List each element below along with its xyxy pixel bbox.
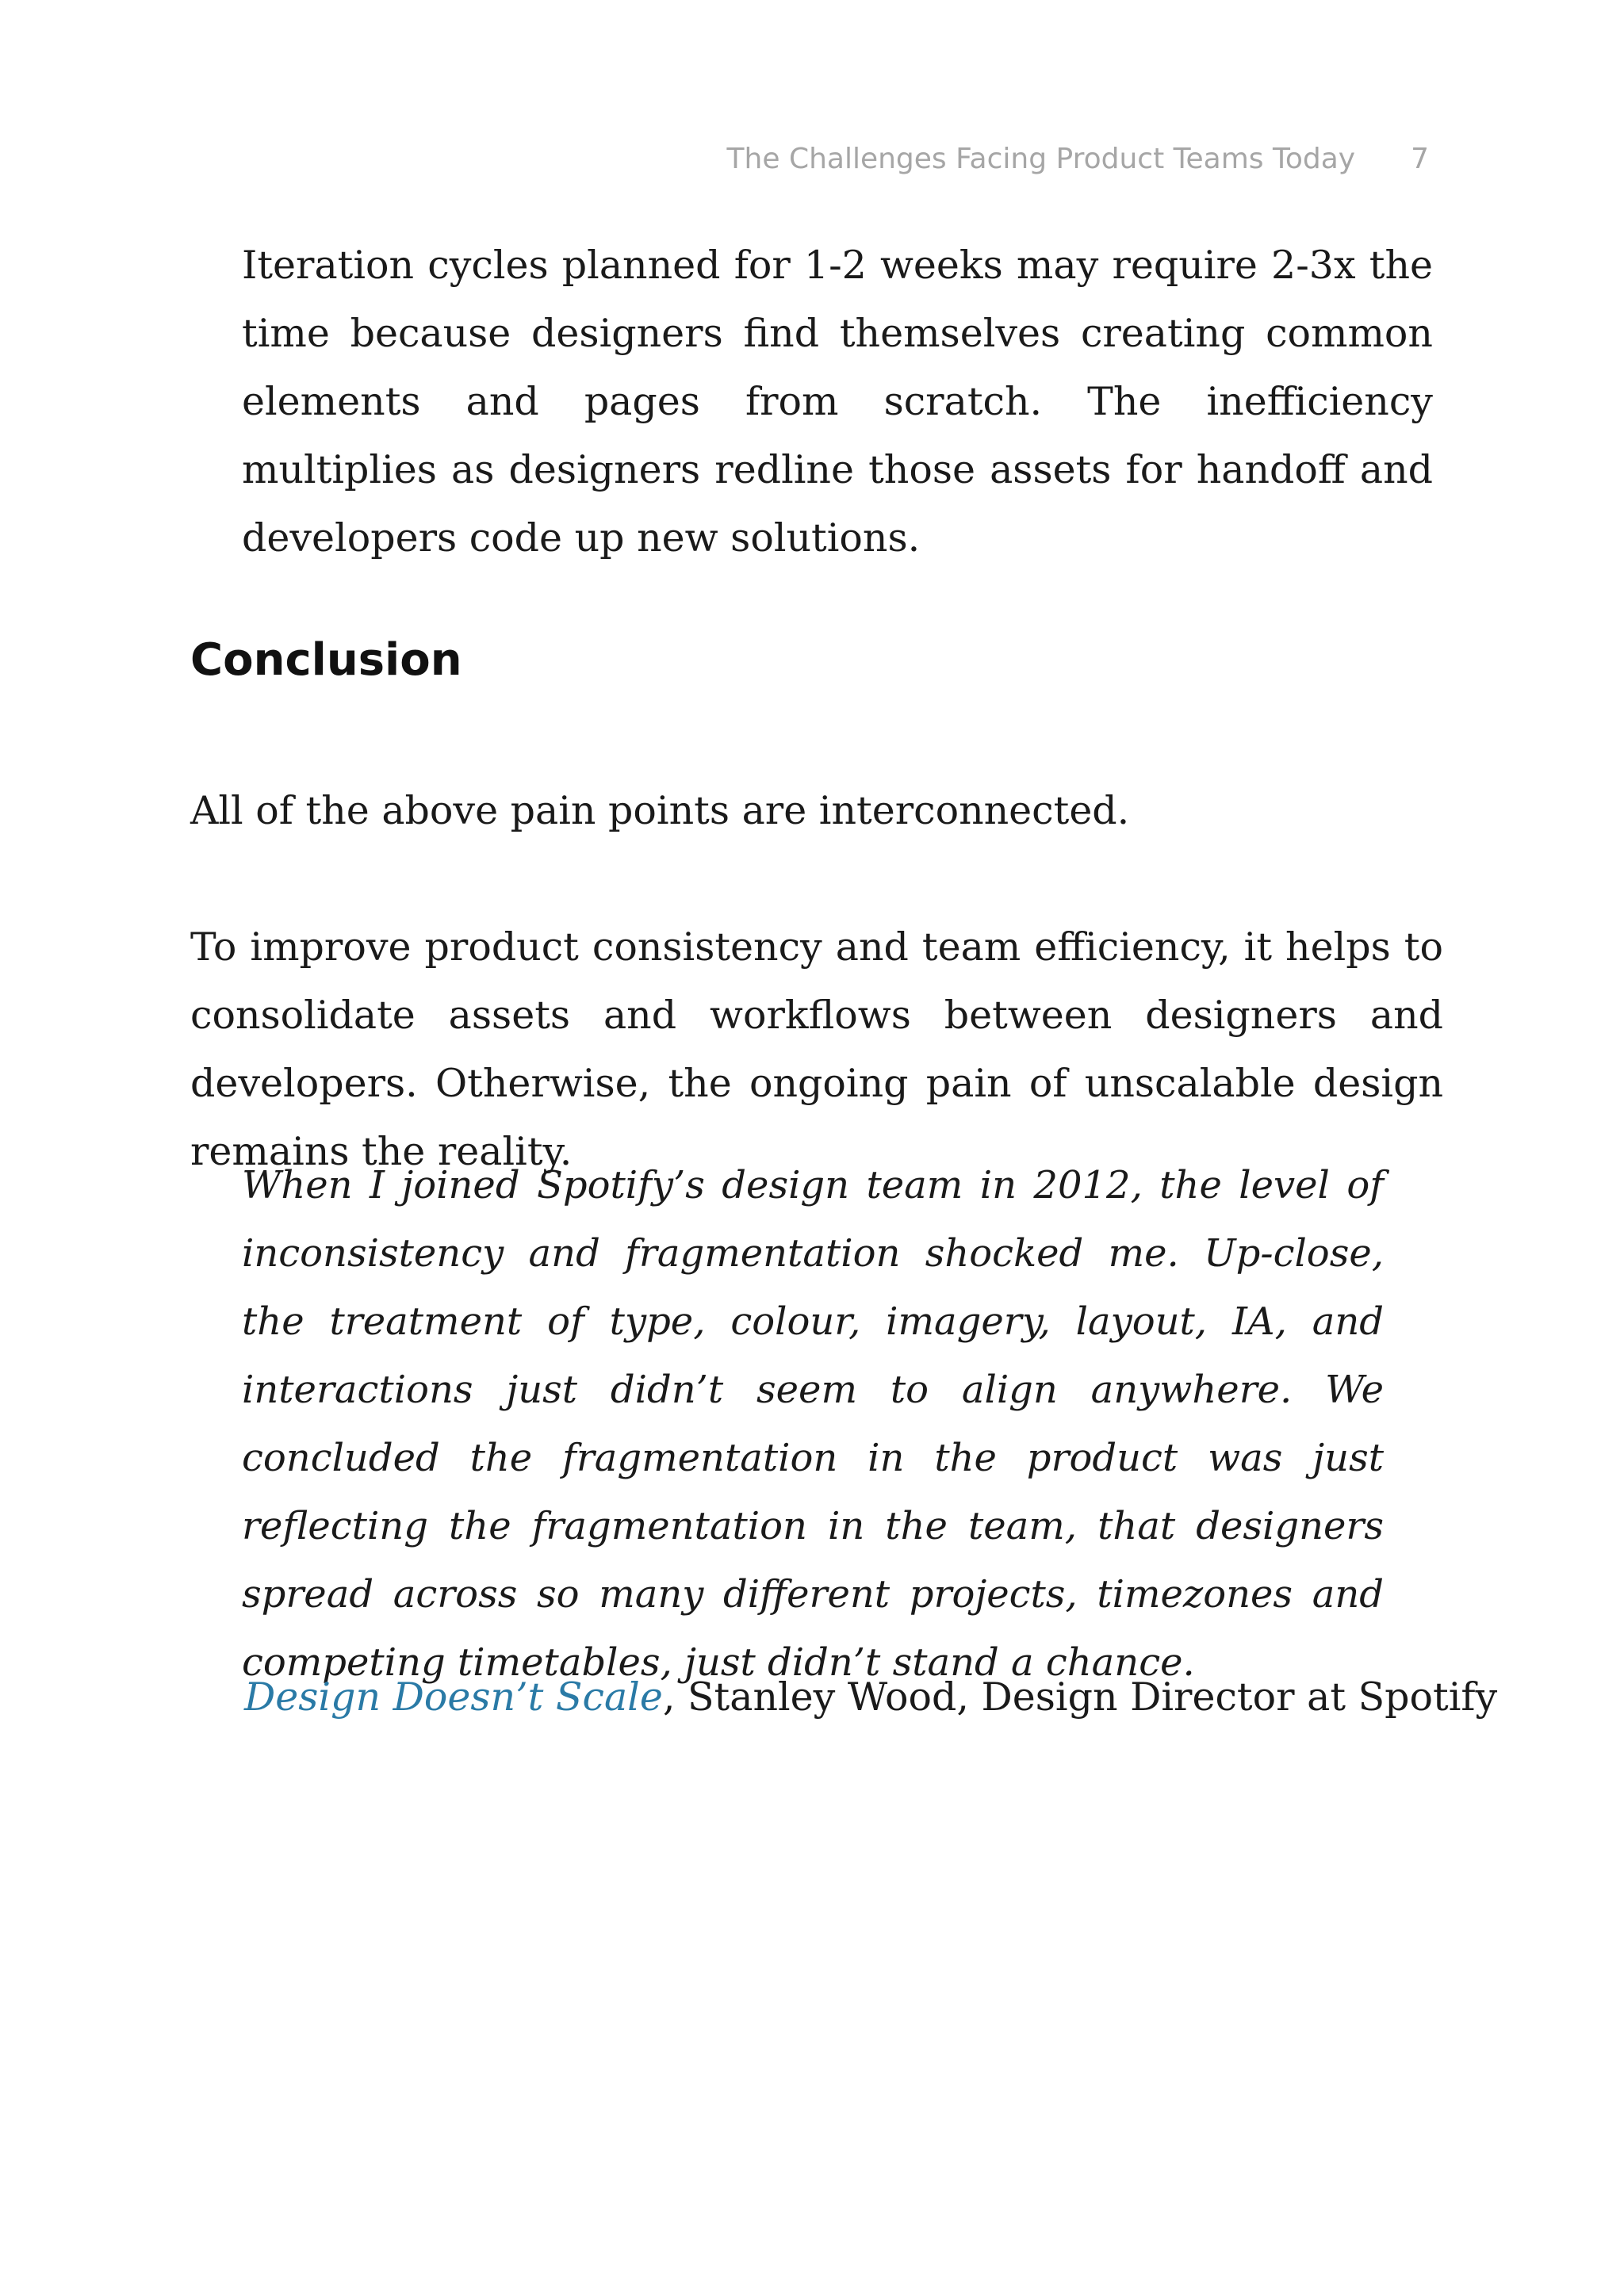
paragraph-iteration-cycles: Iteration cycles planned for 1-2 weeks may require 2-3x the time because designers find themselves creating common elements and pages from scratch. The inefficiency multiplies as designers redline those assets for handoff and developers code up new solutions. <box>242 243 1433 561</box>
quote-attribution <box>244 1663 1497 1732</box>
page-number: 7 <box>1411 143 1429 175</box>
block-quote-spotify <box>242 1151 1384 1697</box>
section-heading-conclusion: Conclusion <box>190 634 462 686</box>
running-header <box>727 143 1429 175</box>
running-header-title: The Challenges Facing Product Teams Today <box>726 143 1356 175</box>
attribution-author: , Stanley Wood, Design Director at Spotify <box>662 1674 1498 1720</box>
paragraph-interconnected: All of the above pain points are interconnected. <box>190 788 1130 833</box>
source-link-design-doesnt-scale[interactable]: Design Doesn’t Scale <box>244 1674 663 1720</box>
quote-text: When I joined Spotify’s design team in 2012, the level of inconsistency and fragmentation shocked me. Up-close, the treatment of type, colour, imagery, layout, IA, and interactions just didn’t seem to align anywhere. We concluded the fragmentation in the product was just reflecting the fragmentation in the team, that designers spread across so many different projects, timezones and competing timetables, just didn’t stand a chance. <box>242 1163 1384 1685</box>
paragraph-improve-consistency: To improve product consistency and team efficiency, it helps to consolidate assets and workflows between designers and developers. Otherwise, the ongoing pain of unscalable design remains the reality. <box>190 924 1443 1174</box>
